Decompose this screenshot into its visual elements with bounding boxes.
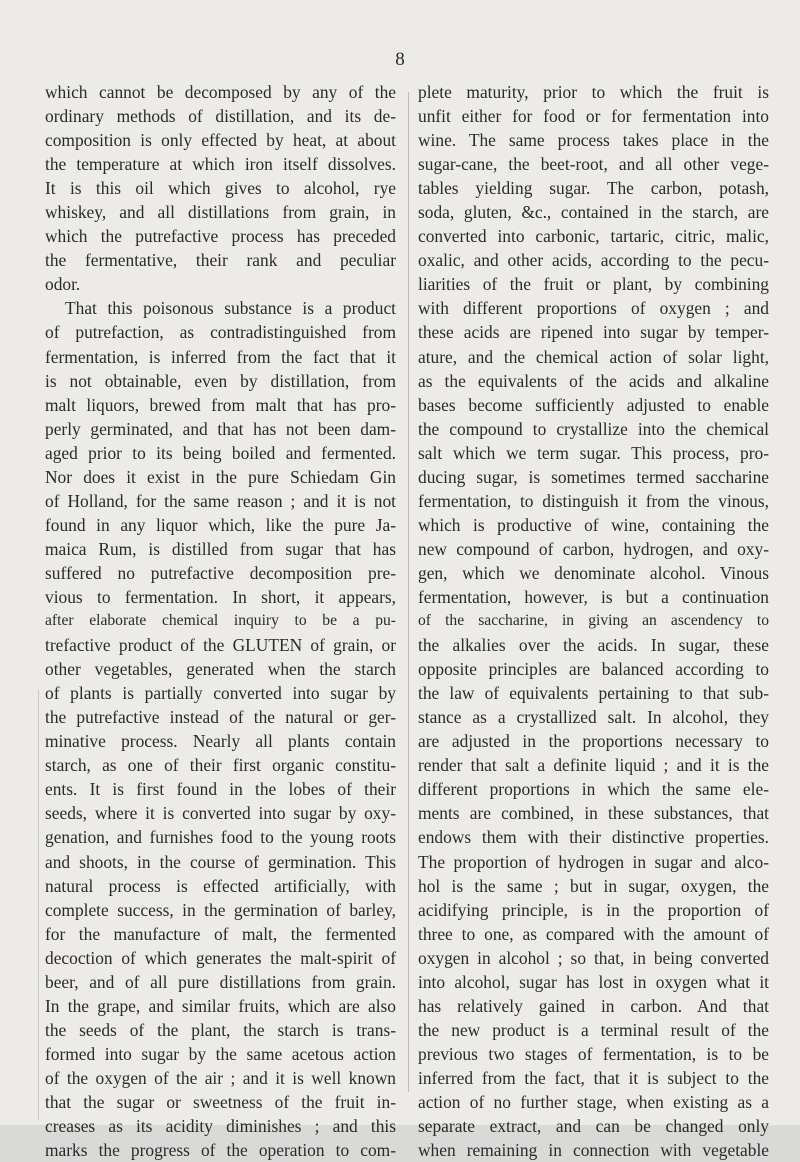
text-line: inferred from the fact, that it is subject to the <box>418 1067 769 1088</box>
text-line: of the oxygen of the air ; and it is well known <box>45 1067 396 1088</box>
text-line: action of no further stage, when existing as a <box>418 1091 769 1112</box>
text-line: composition is only effected by heat, at about <box>45 130 396 151</box>
text-line: after elaborate chemical inquiry to be a pu- <box>45 612 396 630</box>
text-line: that the sugar or sweetness of the fruit in- <box>45 1091 396 1112</box>
text-line: gen, which we denominate alcohol. Vinous <box>418 562 769 583</box>
text-line: the law of equivalents pertaining to that sub- <box>418 683 769 704</box>
text-line: malt liquors, brewed from malt that has pro- <box>45 394 396 415</box>
text-line: which is productive of wine, containing the <box>418 514 769 535</box>
text-line: three to one, as compared with the amount of <box>418 923 769 944</box>
text-line: ents. It is first found in the lobes of their <box>45 779 396 800</box>
text-line: new compound of carbon, hydrogen, and oxy- <box>418 538 769 559</box>
text-line: the temperature at which iron itself dissolves. <box>45 154 396 175</box>
text-line: genation, and furnishes food to the young roots <box>45 827 396 848</box>
text-line: ducing sugar, is sometimes termed saccharine <box>418 466 769 487</box>
left-text-column <box>45 80 396 1162</box>
text-line: render that salt a definite liquid ; and it is the <box>418 755 769 776</box>
text-line: different proportions in which the same ele- <box>418 779 769 800</box>
text-line: and shoots, in the course of germination. This <box>45 851 396 872</box>
text-line: which the putrefactive process has preceded <box>45 226 396 247</box>
text-line: hol is the same ; but in sugar, oxygen, the <box>418 875 769 896</box>
text-line: unfit either for food or for fermentation into <box>418 106 769 127</box>
text-line: the compound to crystallize into the chemical <box>418 418 769 439</box>
text-line: as the equivalents of the acids and alkaline <box>418 370 769 391</box>
text-line: these acids are ripened into sugar by temper- <box>418 322 769 343</box>
text-line: natural process is effected artificially, with <box>45 875 396 896</box>
text-line: wine. The same process takes place in the <box>418 130 769 151</box>
text-line: the seeds of the plant, the starch is trans- <box>45 1019 396 1040</box>
text-line: stance as a crystallized salt. In alcohol, they <box>418 707 769 728</box>
text-line: maica Rum, is distilled from sugar that has <box>45 538 396 559</box>
text-line: minative process. Nearly all plants contain <box>45 731 396 752</box>
text-line: of the saccharine, in giving an ascendency to <box>418 612 769 630</box>
text-line: has relatively gained in carbon. And that <box>418 995 769 1016</box>
text-line: of Holland, for the same reason ; and it is not <box>45 490 396 511</box>
text-line: endows them with their distinctive properties. <box>418 827 769 848</box>
text-line: odor. <box>45 274 81 295</box>
text-line: oxalic, and other acids, according to the pecu- <box>418 250 769 271</box>
text-line: starch, as one of their first organic constitu- <box>45 755 396 776</box>
text-line: decoction of which generates the malt-spirit of <box>45 947 396 968</box>
text-line: formed into sugar by the same acetous action <box>45 1043 396 1064</box>
text-line: ments are combined, in these substances, that <box>418 803 769 824</box>
text-line: converted into carbonic, tartaric, citric, malic, <box>418 226 769 247</box>
text-line: when remaining in connection with vegetable <box>418 1140 769 1161</box>
column-divider <box>408 92 409 1092</box>
text-line: into alcohol, sugar has lost in oxygen what it <box>418 971 769 992</box>
text-line: opposite principles are balanced according to <box>418 659 769 680</box>
text-line: salt which we term sugar. This process, pro- <box>418 442 769 463</box>
text-line: are adjusted in the proportions necessary to <box>418 731 769 752</box>
text-line: complete success, in the germination of barley, <box>45 899 396 920</box>
text-line: of putrefaction, as contradistinguished from <box>45 322 396 343</box>
text-line: with different proportions of oxygen ; and <box>418 298 769 319</box>
text-line: the fermentative, their rank and peculiar <box>45 250 396 271</box>
text-line: plete maturity, prior to which the fruit is <box>418 82 769 102</box>
text-line: soda, gluten, &c., contained in the starch, are <box>418 202 769 223</box>
text-line: marks the progress of the operation to com- <box>45 1140 396 1161</box>
text-line: fermentation, is inferred from the fact that it <box>45 346 396 367</box>
text-line: sugar-cane, the beet-root, and all other vege- <box>418 154 769 175</box>
text-line: the alkalies over the acids. In sugar, these <box>418 635 769 656</box>
text-line: That this poisonous substance is a product <box>65 298 396 319</box>
text-line: which cannot be decomposed by any of the <box>45 82 396 102</box>
margin-mark <box>38 690 39 1120</box>
text-line: bases become sufficiently adjusted to enable <box>418 394 769 415</box>
text-line: ature, and the chemical action of solar light, <box>418 346 769 367</box>
text-line: vious to fermentation. In short, it appears, <box>45 586 396 607</box>
text-line: previous two stages of fermentation, is to be <box>418 1043 769 1064</box>
text-line: fermentation, however, is but a continuation <box>418 586 769 607</box>
text-line: trefactive product of the GLUTEN of grain, or <box>45 635 396 656</box>
text-line: liarities of the fruit or plant, by combining <box>418 274 769 295</box>
text-line: In the grape, and similar fruits, which are also <box>45 995 396 1016</box>
text-line: of plants is partially converted into sugar by <box>45 683 396 704</box>
text-line: suffered no putrefactive decomposition pre- <box>45 562 396 583</box>
text-line: beer, and of all pure distillations from grain. <box>45 971 396 992</box>
text-line: Nor does it exist in the pure Schiedam Gin <box>45 466 396 487</box>
text-line: for the manufacture of malt, the fermented <box>45 923 396 944</box>
text-line: the new product is a terminal result of the <box>418 1019 769 1040</box>
text-line: fermentation, to distinguish it from the vinous, <box>418 490 769 511</box>
text-line: whiskey, and all distillations from grain, in <box>45 202 396 223</box>
text-line: oxygen in alcohol ; so that, in being converted <box>418 947 769 968</box>
text-line: aged prior to its being boiled and fermented. <box>45 442 396 463</box>
text-line: The proportion of hydrogen in sugar and alco- <box>418 851 769 872</box>
text-line: seeds, where it is converted into sugar by oxy- <box>45 803 396 824</box>
text-line: other vegetables, generated when the starch <box>45 659 396 680</box>
text-line: perly germinated, and that has not been dam- <box>45 418 396 439</box>
right-text-column <box>418 80 769 1162</box>
text-line: It is this oil which gives to alcohol, rye <box>45 178 396 199</box>
text-line: found in any liquor which, like the pure Ja- <box>45 514 396 535</box>
text-line: tables yielding sugar. The carbon, potash, <box>418 178 769 199</box>
text-line: creases as its acidity diminishes ; and this <box>45 1116 396 1137</box>
text-line: the putrefactive instead of the natural or ger- <box>45 707 396 728</box>
text-line: ordinary methods of distillation, and its de- <box>45 106 396 127</box>
text-line: acidifying principle, is in the proportion of <box>418 899 769 920</box>
text-line: separate extract, and can be changed only <box>418 1116 769 1137</box>
text-line: is not obtainable, even by distillation, from <box>45 370 396 391</box>
page-number: 8 <box>395 49 405 70</box>
